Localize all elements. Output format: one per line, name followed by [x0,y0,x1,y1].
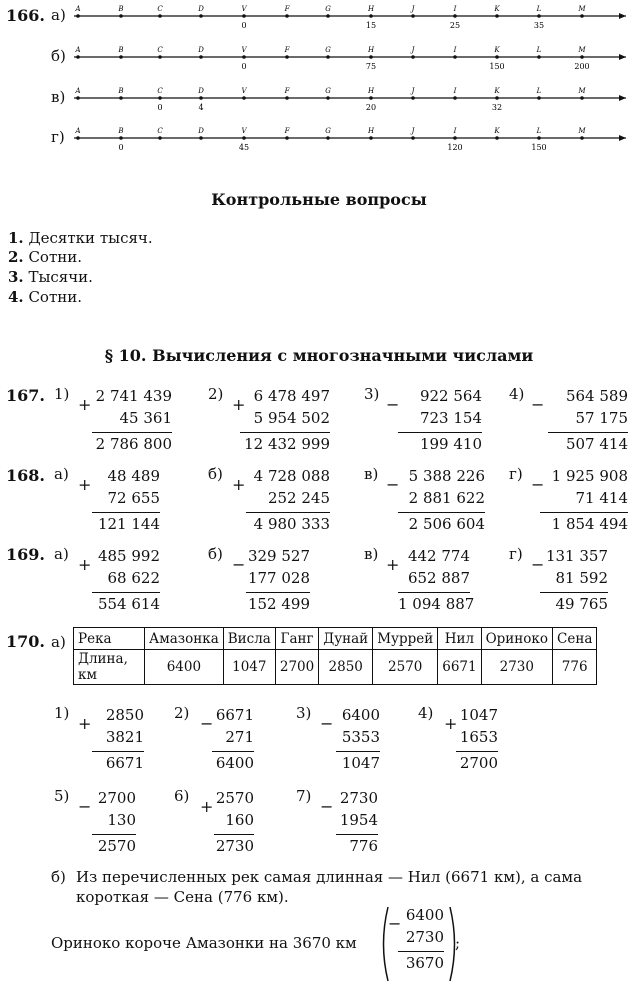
point-name: D [198,87,204,95]
point-name: F [284,127,290,135]
plus-sign: + [232,475,246,494]
point-name: A [75,87,81,95]
table-header-river: Река [74,628,145,650]
operand-1: 2730 [339,789,378,807]
point-value: 0 [157,103,163,112]
river-name-cell: Сена [553,628,597,650]
number-line-point [580,136,584,140]
point-name: L [536,127,542,135]
point-name: M [578,87,586,95]
number-line-point [158,14,162,18]
number-line-point [199,55,203,59]
number-line-point [495,14,499,18]
exercise-170-letter-b: б) [51,868,66,886]
result: 1 094 887 [398,595,475,613]
point-name: J [411,5,415,13]
number-line-point [76,96,80,100]
item-label: 2) [208,385,224,403]
number-lines-166 [0,0,638,160]
operand-2: 71 414 [575,489,628,507]
line-label-2: б) [51,47,66,65]
number-line-point [453,55,457,59]
exercise-number-167: 167. [6,386,45,405]
column-operation [456,704,498,774]
item-label: 4) [418,704,434,722]
point-name: H [367,87,375,95]
operand-1: 922 564 [419,387,482,405]
operand-1: 131 357 [545,547,608,565]
plus-sign: + [444,714,458,733]
exercise-number-169: 169. [6,545,45,564]
point-name: G [325,5,331,13]
number-line-point [369,96,373,100]
number-line-point [453,96,457,100]
rivers-table-names-row [74,628,597,650]
number-line-point [76,14,80,18]
point-name: J [411,46,415,54]
number-line-point [580,96,584,100]
operand-2: 57 175 [575,409,628,427]
result: 6400 [215,754,254,772]
plus-sign: + [78,395,92,414]
column-operation [336,787,378,857]
point-name: H [367,5,375,13]
point-name: G [325,87,331,95]
number-line-point [242,14,246,18]
point-name: F [284,5,290,13]
point-name: V [241,5,247,13]
operand-2: 5353 [341,728,380,746]
item-label: в) [364,465,379,483]
control-item-3: 3. Тысячи. [8,268,93,286]
point-name: M [578,127,586,135]
control-item-1: 1. Десятки тысяч. [8,229,153,247]
number-line-point [119,136,123,140]
column-operation [92,545,160,615]
result: 12 432 999 [244,435,330,453]
point-name: L [536,87,542,95]
minus-sign: − [320,714,334,733]
point-name: V [241,127,247,135]
result: 49 765 [555,595,608,613]
number-line-point [199,96,203,100]
number-line-point [326,96,330,100]
point-name: K [494,87,500,95]
number-line-point [242,136,246,140]
result: 6671 [105,754,144,772]
item-label: 2) [174,704,190,722]
operand-1: 442 774 [407,547,470,565]
point-name: D [198,46,204,54]
final-semicolon: ; [455,934,461,952]
operand-1: 564 589 [565,387,628,405]
point-value: 32 [491,103,503,112]
number-line-point [242,55,246,59]
number-line-point [158,136,162,140]
point-name: I [453,5,457,13]
point-name: G [325,127,331,135]
operand-2: 177 028 [247,569,310,587]
number-line-point [158,55,162,59]
result: 776 [349,837,378,855]
item-label: 6) [174,787,190,805]
result: 2 786 800 [95,435,172,453]
number-line-point [453,136,457,140]
result: 554 614 [97,595,160,613]
column-operation [336,704,380,774]
result: 4 980 333 [253,515,330,533]
number-line-point [326,55,330,59]
exercise-number-168: 168. [6,466,45,485]
item-label: г) [509,465,523,483]
result: 2700 [459,754,498,772]
point-name: G [325,46,331,54]
operand-2: 652 887 [407,569,470,587]
point-name: C [157,127,163,135]
number-line-point [285,55,289,59]
section-10-title: § 10. Вычисления с многозначными числами [104,346,534,365]
operand-2: 81 592 [555,569,608,587]
number-line-point [119,14,123,18]
operand-2: 72 655 [107,489,160,507]
control-questions-title: Контрольные вопросы [211,190,427,209]
point-value: 4 [198,103,204,112]
number-line-point [537,96,541,100]
point-name: V [241,87,247,95]
result: 2570 [97,837,136,855]
point-name: B [118,127,124,135]
result: 199 410 [419,435,482,453]
point-name: I [453,46,457,54]
point-name: H [367,46,375,54]
operand-1: 6400 [405,906,444,924]
point-value: 120 [447,143,463,152]
item-label: 4) [509,385,525,403]
control-item-2: 2. Сотни. [8,248,83,266]
item-label: в) [364,545,379,563]
result: 2 506 604 [408,515,485,533]
point-name: J [411,87,415,95]
column-operation [212,704,254,774]
result: 507 414 [565,435,628,453]
point-name: K [494,127,500,135]
point-name: L [536,46,542,54]
minus-sign: − [386,395,400,414]
item-label: 1) [54,385,70,403]
operand-1: 2850 [105,706,144,724]
result: 2730 [215,837,254,855]
number-line-point [411,14,415,18]
column-operation [540,465,628,535]
operand-1: 5 388 226 [408,467,485,485]
point-name: C [157,87,163,95]
river-length-cell: 1047 [223,650,275,685]
point-value: 75 [365,62,377,71]
line-label-3: в) [51,88,66,106]
operand-1: 2 741 439 [95,387,172,405]
point-name: M [578,5,586,13]
column-operation [398,465,485,535]
answer-b-line-2: короткая — Сена (776 км). [76,888,289,906]
arrow-icon [619,135,626,141]
plus-sign: + [200,797,214,816]
minus-sign: − [232,555,246,574]
operand-2: 45 361 [119,409,172,427]
number-line-point [326,14,330,18]
exercise-number-170: 170. [6,632,45,651]
minus-sign: − [531,475,545,494]
point-value: 25 [449,21,461,30]
number-line-point [580,14,584,18]
number-line-point [453,14,457,18]
column-operation [540,545,608,615]
column-operation [398,385,482,455]
operand-1: 1047 [459,706,498,724]
number-line-point [580,55,584,59]
point-name: I [453,127,457,135]
point-value: 20 [365,103,377,112]
result: 3670 [405,954,444,972]
river-length-cell: 2730 [481,650,552,685]
operand-2: 160 [225,811,254,829]
result: 1047 [341,754,380,772]
point-name: K [494,46,500,54]
minus-sign: − [200,714,214,733]
operand-2: 3821 [105,728,144,746]
column-operation [548,385,628,455]
point-value: 0 [241,62,247,71]
number-line-point [199,136,203,140]
line-label-4: г) [51,128,65,146]
table-header-length: Длина, км [74,650,145,685]
point-name: D [198,127,204,135]
number-line-point [369,55,373,59]
river-length-cell: 6671 [438,650,481,685]
point-name: H [367,127,375,135]
operand-1: 4 728 088 [253,467,330,485]
point-name: K [494,5,500,13]
arrow-icon [619,95,626,101]
result: 1 854 494 [551,515,628,533]
item-label: 5) [54,787,70,805]
answer-b-line-1: Из перечисленных рек самая длинная — Нил (6671 км), а сама [76,868,583,886]
river-name-cell: Нил [438,628,481,650]
point-name: A [75,46,81,54]
plus-sign: + [78,555,92,574]
operand-1: 1 925 908 [551,467,628,485]
operand-2: 1653 [459,728,498,746]
number-line-point [411,136,415,140]
number-line-point [158,96,162,100]
number-line-point [537,136,541,140]
point-value: 45 [238,143,250,152]
plus-sign: + [78,714,92,733]
answer-b-line-3: Ориноко короче Амазонки на 3670 км [51,934,357,952]
point-value: 0 [118,143,124,152]
river-name-cell: Муррей [373,628,438,650]
point-name: V [241,46,247,54]
control-item-4: 4. Сотни. [8,288,83,306]
number-line-point [242,96,246,100]
operand-1: 48 489 [107,467,160,485]
number-line-point [285,96,289,100]
item-label: б) [208,545,223,563]
plus-sign: + [386,555,400,574]
column-operation [398,904,444,974]
river-name-cell: Дунай [319,628,373,650]
item-label: 1) [54,704,70,722]
operand-2: 68 622 [107,569,160,587]
operand-1: 485 992 [97,547,160,565]
number-line-point [76,136,80,140]
operand-1: 6 478 497 [253,387,330,405]
point-value: 0 [241,21,247,30]
number-line-point [119,55,123,59]
number-line-point [537,55,541,59]
point-value: 150 [531,143,547,152]
operand-1: 6400 [341,706,380,724]
rivers-table [73,627,597,685]
operand-2: 5 954 502 [253,409,330,427]
minus-sign: − [531,555,545,574]
number-line-point [369,14,373,18]
result: 152 499 [247,595,310,613]
item-label: а) [54,465,69,483]
arrow-icon [619,13,626,19]
point-name: C [157,5,163,13]
point-name: A [75,5,81,13]
number-line-point [199,14,203,18]
number-line-point [411,96,415,100]
point-value: 200 [574,62,590,71]
number-line-point [411,55,415,59]
column-operation [398,545,475,615]
number-line-point [495,136,499,140]
arrow-icon [619,54,626,60]
minus-sign: − [386,475,400,494]
column-operation [246,465,330,535]
river-length-cell: 2700 [275,650,318,685]
point-name: L [536,5,542,13]
operand-2: 130 [107,811,136,829]
line-label-1: а) [51,6,66,24]
operand-1: 2700 [97,789,136,807]
operand-2: 271 [225,728,254,746]
column-operation [240,385,330,455]
column-operation [92,465,160,535]
exercise-170-letter-a: а) [51,633,66,651]
river-name-cell: Амазонка [145,628,224,650]
river-name-cell: Ганг [275,628,318,650]
column-operation [92,787,136,857]
number-line-point [119,96,123,100]
point-name: C [157,46,163,54]
result: 121 144 [97,515,160,533]
point-name: D [198,5,204,13]
point-name: F [284,87,290,95]
operand-1: 329 527 [247,547,310,565]
operand-2: 1954 [339,811,378,829]
item-label: 3) [296,704,312,722]
number-line-point [537,14,541,18]
river-length-cell: 2850 [319,650,373,685]
operand-2: 2730 [405,928,444,946]
point-value: 35 [533,21,545,30]
item-label: г) [509,545,523,563]
point-value: 150 [489,62,505,71]
river-length-cell: 2570 [373,650,438,685]
operand-1: 2570 [215,789,254,807]
item-label: 3) [364,385,380,403]
exercise-number-166: 166. [6,6,45,25]
plus-sign: + [78,475,92,494]
point-value: 15 [365,21,377,30]
rivers-table-lengths-row [74,650,597,685]
river-name-cell: Ориноко [481,628,552,650]
item-label: б) [208,465,223,483]
item-label: а) [54,545,69,563]
number-line-point [495,96,499,100]
number-line-point [285,14,289,18]
number-line-point [76,55,80,59]
point-name: B [118,46,124,54]
minus-sign: − [531,395,545,414]
point-name: J [411,127,415,135]
point-name: M [578,46,586,54]
river-length-cell: 776 [553,650,597,685]
number-line-point [285,136,289,140]
number-line-point [495,55,499,59]
column-operation [92,704,144,774]
number-line-point [369,136,373,140]
minus-sign: − [78,797,92,816]
operand-1: 6671 [215,706,254,724]
minus-sign: − [388,914,402,933]
point-name: A [75,127,81,135]
operand-2: 2 881 622 [408,489,485,507]
number-line-point [326,136,330,140]
river-length-cell: 6400 [145,650,224,685]
minus-sign: − [320,797,334,816]
operand-2: 252 245 [267,489,330,507]
point-name: I [453,87,457,95]
item-label: 7) [296,787,312,805]
river-name-cell: Висла [223,628,275,650]
point-name: F [284,46,290,54]
point-name: B [118,87,124,95]
column-operation [246,545,310,615]
column-operation [92,385,172,455]
column-operation [214,787,254,857]
point-name: B [118,5,124,13]
operand-2: 723 154 [419,409,482,427]
plus-sign: + [232,395,246,414]
